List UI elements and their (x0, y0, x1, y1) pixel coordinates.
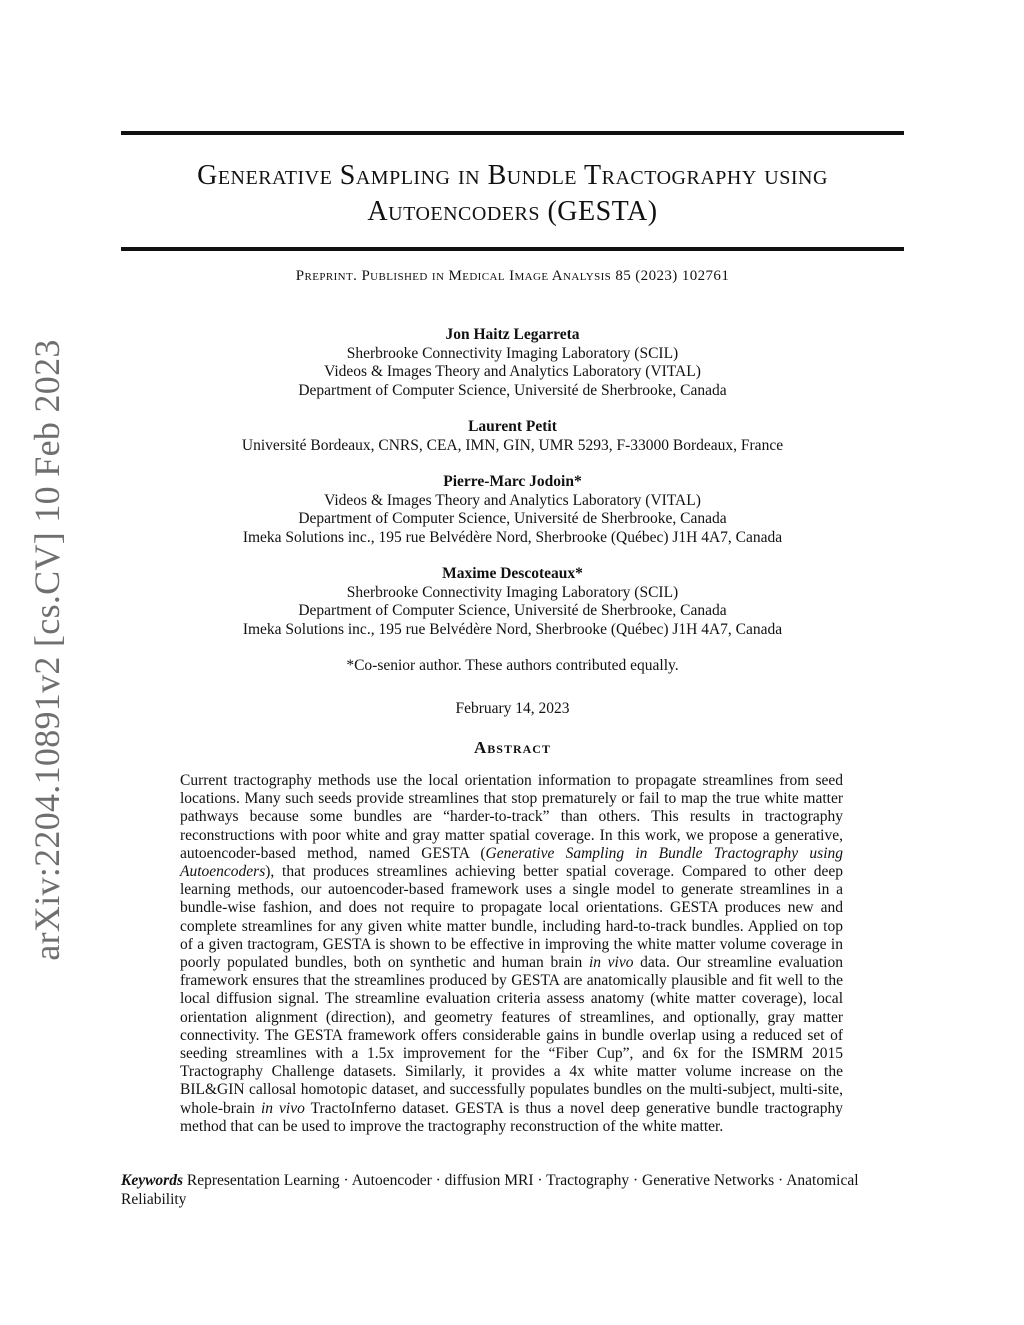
keywords-block (121, 1171, 861, 1209)
author-affiliation: Imeka Solutions inc., 195 rue Belvédère Nord, Sherbrooke (Québec) J1H 4A7, Canada (242, 528, 783, 546)
author-entry (121, 418, 904, 455)
keywords-label: Keywords (121, 1172, 183, 1189)
arxiv-identifier: arXiv:2204.10891v2 [cs.CV] 10 Feb 2023 (27, 339, 67, 961)
title-rule-top (121, 131, 904, 135)
abstract-italic-text: in vivo (588, 954, 634, 972)
publication-date: February 14, 2023 (455, 700, 570, 717)
author-name: Maxime Descoteaux* (442, 565, 583, 582)
abstract-text: data. Our streamline evaluation framework ensures that the streamlines produced by GESTA are anatomically plausible and fit well to the local diffusion signal. The streamline evaluation criteria assess anatomy (white matter coverage), local orientation alignment (direction), and geometry features of streamlines, and optionally, gray matter connectivity. The GESTA framework offers considerable gains in bundle overlap using a reduced set of seeding streamlines with a 1.5x improvement for the “Fiber Cup”, and 6x for the ISMRM 2015 Tractography Challenge datasets. Similarly, it provides a 4x white matter volume increase on the BIL&GIN callosal homotopic dataset, and successfully populates bundles on the multi-subject, multi-site, whole-brain (180, 954, 843, 1117)
abstract-italic-text: Generative Sampling in Bundle Tractography using Autoencoders (180, 844, 844, 881)
abstract-heading: Abstract (474, 738, 551, 757)
author-block (121, 326, 904, 657)
abstract-body (180, 772, 843, 1136)
author-entry (121, 473, 904, 547)
keywords-list: Representation Learning · Autoencoder · diffusion MRI · Tractography · Generative Networks · Anatomical Reliability (121, 1172, 859, 1208)
author-affiliation: Department of Computer Science, Université de Sherbrooke, Canada (298, 381, 727, 399)
author-name: Laurent Petit (468, 418, 557, 435)
author-entry (121, 565, 904, 639)
paper-title: Generative Sampling in Bundle Tractography using Autoencoders (GESTA) (197, 160, 828, 227)
author-affiliation: Videos & Images Theory and Analytics Laboratory (VITAL) (324, 491, 701, 509)
author-name: Jon Haitz Legarreta (445, 326, 580, 343)
abstract-text: ), that produces streamlines achieving better spatial coverage. Compared to other deep learning methods, our autoencoder-based framework uses a single model to generate streamlines in a bundle-wise fashion, and does not require to propagate local orientations. GESTA produces new and complete streamlines for any given white matter bundle, including hard-to-track bundles. Applied on top of a given tractogram, GESTA is shown to be effective in improving the white matter volume coverage in poorly populated bundles, both on synthetic and human brain (180, 863, 843, 972)
author-affiliation: Department of Computer Science, Université de Sherbrooke, Canada (298, 602, 727, 619)
author-affiliation: Sherbrooke Connectivity Imaging Laboratory (SCIL) (346, 344, 679, 362)
author-affiliation: Department of Computer Science, Université de Sherbrooke, Canada (298, 510, 727, 527)
abstract-text: TractoInferno dataset. GESTA is thus a novel deep generative bundle tractography method that can be used to improve the tractography reconstruction of the white matter. (180, 1099, 844, 1135)
author-affiliation: Sherbrooke Connectivity Imaging Laboratory (SCIL) (346, 583, 679, 601)
author-affiliation: Université Bordeaux, CNRS, CEA, IMN, GIN, UMR 5293, F-33000 Bordeaux, France (241, 436, 784, 454)
abstract-italic-text: in vivo (260, 1099, 305, 1117)
co-senior-note: *Co-senior author. These authors contributed equally. (346, 657, 679, 674)
title-rule-bottom (121, 247, 904, 251)
author-affiliation: Videos & Images Theory and Analytics Laboratory (VITAL) (324, 363, 701, 380)
author-affiliation: Imeka Solutions inc., 195 rue Belvédère Nord, Sherbrooke (Québec) J1H 4A7, Canada (242, 620, 783, 638)
preprint-note: Preprint. Published in Medical Image Analysis 85 (2023) 102761 (295, 268, 730, 284)
author-entry (121, 326, 904, 400)
author-name: Pierre-Marc Jodoin* (443, 473, 582, 490)
abstract-text: Current tractography methods use the local orientation information to propagate streamlines from seed locations. Many such seeds provide streamlines that stop prematurely or fail to map the true white matter pathways because some bundles are “harder-to-track” than others. This results in tractography reconstructions with poor white and gray matter spatial coverage. In this work, we propose a generative, autoencoder-based method, named GESTA ( (180, 772, 843, 862)
